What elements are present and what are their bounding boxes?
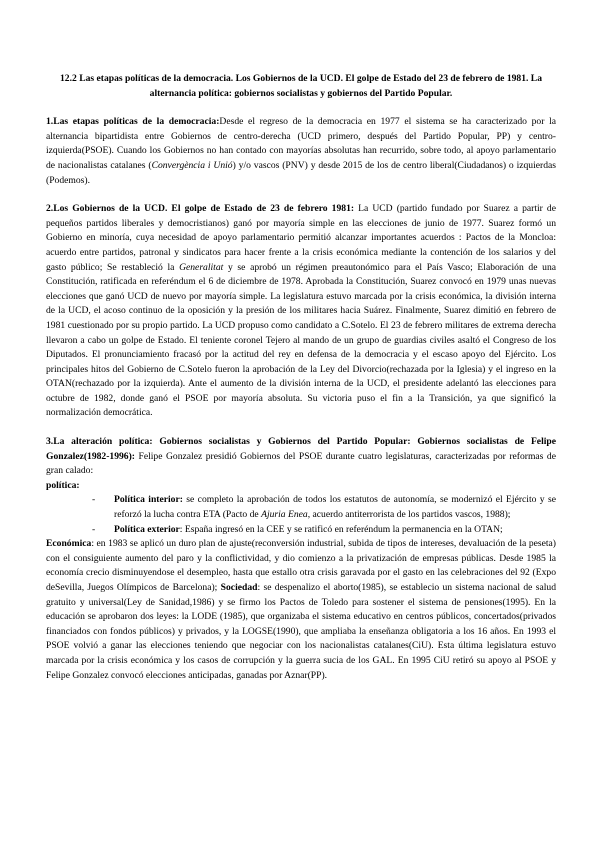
- politica-interior-text: se completo la aprobación de todos los estatutos de autonomía, se modernizó el Ejército y se reforzó la lucha contra ETA (Pacto de: [114, 494, 556, 521]
- politica-list: [46, 493, 556, 537]
- dash-bullet: -: [92, 523, 96, 535]
- section-3-heading: 3.La alteración política: Gobiernos socialistas y Gobiernos del Partido Popular: Gobiernos socialistas de Felipe Gonzalez(1982-1996):: [46, 436, 556, 462]
- politica-label: política:: [46, 479, 80, 491]
- sociedad-label: Sociedad: [220, 582, 258, 593]
- document-page: [46, 72, 556, 697]
- section-3-intro: [46, 435, 556, 479]
- section-1-italic: Convergència i Unió: [151, 159, 233, 171]
- dash-bullet: -: [92, 494, 96, 506]
- politica-label-line: [46, 479, 556, 494]
- section-2-text-end: y se aprobó un régimen preautonómico para el País Vasco; Elaboración de una Constitución, ratificada en referéndum el 6 de diciembre de 1978. Aprobada la Constitución, Suarez convocó en 1979 unas nuevas elecciones que ganó UCD de nuevo por mayoría simple. La legislatura estuvo marcada por la crisis económica, la división interna de la UCD, el acoso continuo de la oposición y la presión de los militares hacia Suárez. Finalmente, Suarez dimitió en febrero de 1981 cuestionado por su propio partido. La UCD propuso como candidato a C.Sotelo. El 23 de febrero militares de extrema derecha llevaron a cabo un golpe de Estado. El teniente coronel Tejero al mando de un grupo de guardias civiles asaltó el Congreso de los Diputados. El pronunciamiento fracasó por la actitud del rey en defensa de la democracia y el escaso apoyo del Ejército. Los principales hitos del Gobierno de C.Sotelo fueron la aprobación de la Ley del Divorcio(rechazada por la Iglesia) y el ingreso en la OTAN(rechazado por la izquierda). Ante el aumento de la división interna de la UCD, el presidente adelantó las elecciones para octubre de 1982, donde ganó el PSOE por mayoría absoluta. Su victoria puso el fin a la Transición, ya que significó la normalización democrática.: [46, 261, 556, 419]
- politica-interior-text-end: , acuerdo antiterrorista de los partidos vascos, 1988);: [307, 509, 511, 521]
- list-item-politica-interior: [92, 493, 556, 522]
- section-1-text-end: ) y/o vascos (PNV) y desde 2015 de los de centro liberal(Ciudadanos) o izquierdas (Podemos).: [46, 159, 557, 186]
- section-2-heading: 2.Los Gobiernos de la UCD. El golpe de Estado de 23 de febrero 1981:: [46, 203, 355, 215]
- section-2-italic: Generalitat: [179, 261, 224, 273]
- document-title: 12.2 Las etapas políticas de la democracia. Los Gobiernos de la UCD. El golpe de Estado del 23 de febrero de 1981. La alternancia política: gobiernos socialistas y gobiernos del Partido Popular.: [60, 73, 542, 99]
- section-3-intro-text: Felipe Gonzalez presidió Gobiernos del PSOE durante cuatro legislaturas, caracterizadas por reformas de gran calado:: [46, 450, 556, 477]
- politica-exterior-text: : España ingresó en la CEE y se ratificó en referéndum la permanencia en la OTAN;: [179, 523, 503, 535]
- sociedad-text: : se despenalizo el aborto(1985), se establecio un sistema nacional de salud gratuito y universal(Ley de Sanidad,1986) y se firmo los Pactos de Toledo para sostener el sistema de pensiones(1995). En la educación se aprobaron dos leyes: la LODE (1985), que organizaba el sistema educativo en centros públicos, concertados(privados financiados con fondos públicos) y privados, y la LOGSE(1990), que ampliaba la enseñanza obligatoria a los 16 años. En 1993 el PSOE volvió a ganar las elecciones teniendo que negociar con los nacionalistas catalanes(CiU). Esta última legislatura estuvo marcada por la crisis económica y los casos de corrupción y la guerra sucia de los GAL. En 1995 CiU retiró su apoyo al PSOE y Felipe Gonzalez convocó elecciones anticipadas, ganadas por Aznar(PP).: [46, 582, 556, 681]
- politica-interior-label: Política interior:: [114, 494, 183, 506]
- economica-text: : en 1983 se aplicó un duro plan de ajuste(reconversión industrial, subida de tipos de intereses, devaluación de la peseta) con el consiguiente aumento del paro y la conflictividad, y dio comienzo a la privatización de empresas públicas. Desde 1985 la economía crecio disminuyendose el desempleo, hasta que estallo otra crisis garavada por el gasto en las celebraciones del 92 (Expo deSevilla, Juegos Olímpicos de Barcelona);: [46, 538, 556, 593]
- section-2-paragraph: [46, 202, 556, 421]
- section-1-paragraph: [46, 115, 556, 188]
- politica-exterior-label: Política exterior: [114, 523, 180, 535]
- section-1-heading: 1.Las etapas políticas de la democracia:: [46, 116, 220, 128]
- section-1-text: Desde el regreso de la democracia en 1977 el sistema se ha caracterizado por la alternancia bipartidista entre Gobiernos de centro-derecha (UCD primero, después del Partido Popular, PP) y centro-izquierda(PSOE). Cuando los Gobiernos no han contado con mayorías absolutas han recurrido, sobre todo, al apoyo parlamentario de nacionalistas catalanes (: [46, 116, 557, 171]
- section-2-text: La UCD (partido fundado por Suarez a partir de pequeños partidos liberales y democristianos) ganó por mayoría simple en las elecciones de junio de 1977. Suarez formó un Gobierno en minoría, cuya necesidad de apoyo parlamentario permitió alcanzar importantes acuerdos : Pactos de la Moncloa: acuerdo entre partidos, patronal y sindicatos para hacer frente a la crisis económica mediante la contención de los salarios y del gasto público; Se restableció la: [46, 203, 556, 273]
- ajuria-enea-italic: Ajuria Enea: [261, 509, 308, 521]
- section-3-body: [46, 537, 556, 683]
- list-item-politica-exterior: [92, 523, 556, 538]
- economica-label: Económica: [46, 538, 92, 550]
